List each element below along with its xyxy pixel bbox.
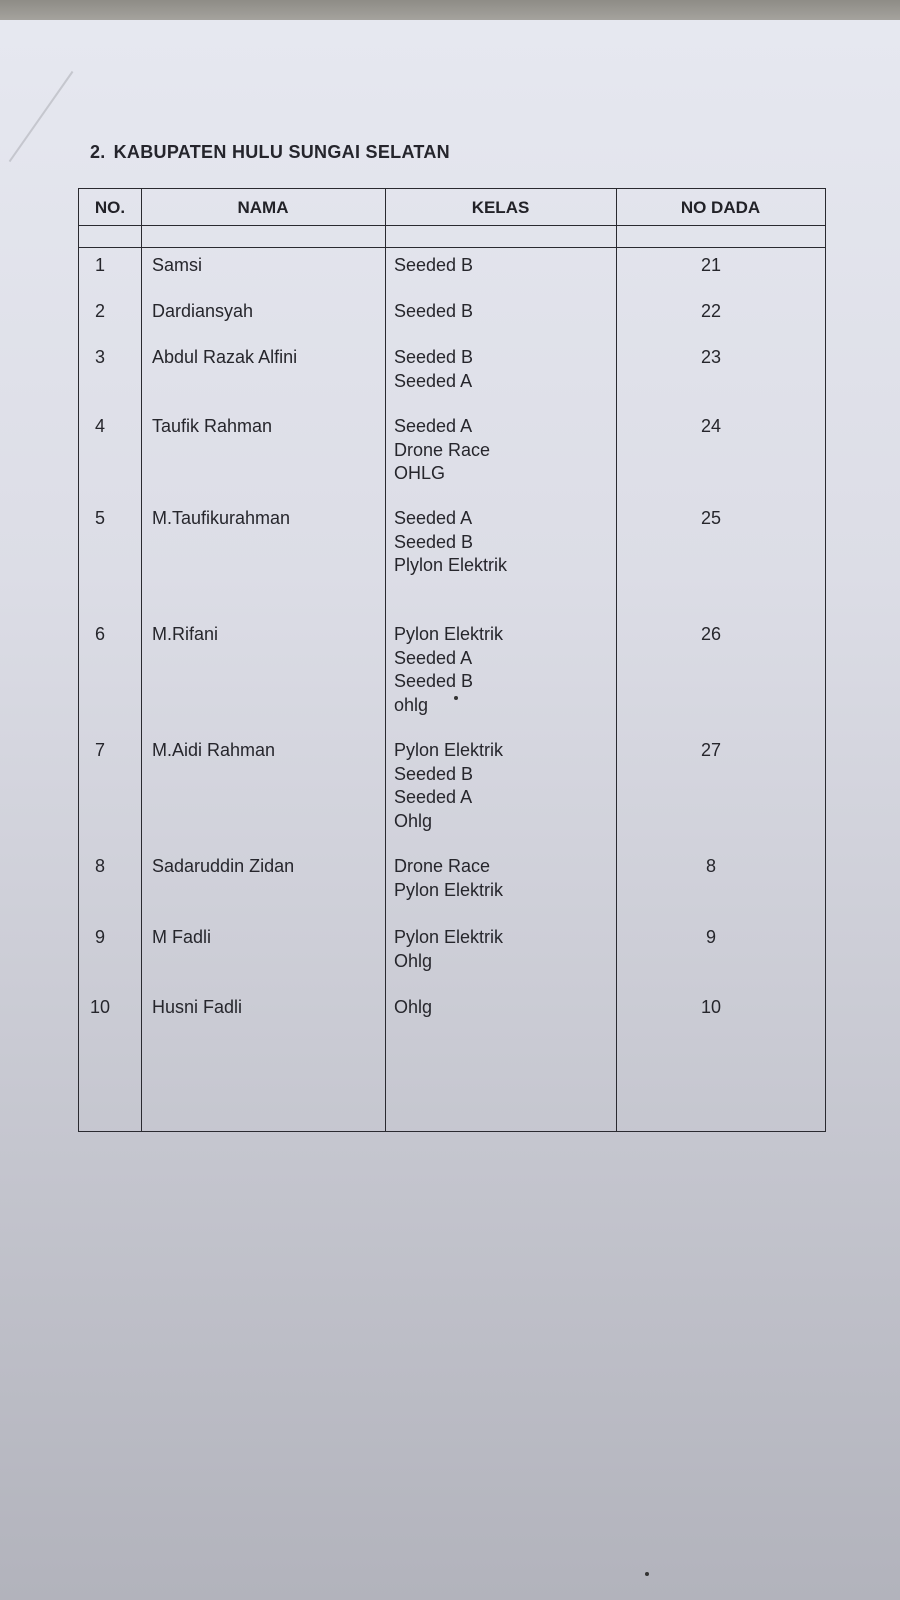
kelas-item: Ohlg (394, 950, 433, 971)
kelas-item: Seeded B (394, 763, 474, 784)
row-no-dada: 25 (700, 508, 722, 528)
row-no-dada: 23 (700, 347, 722, 367)
row-kelas (394, 623, 503, 717)
column-divider (616, 189, 617, 1131)
row-no: 10 (89, 997, 111, 1017)
header-no-dada: NO DADA (680, 198, 761, 217)
header-divider (79, 247, 825, 248)
kelas-item: OHLG (394, 463, 446, 483)
row-kelas (394, 855, 503, 902)
row-no-dada: 27 (700, 740, 722, 760)
row-no-dada: 21 (700, 255, 722, 275)
section-number: 2. (90, 142, 106, 162)
kelas-item: Drone Race (394, 439, 491, 460)
row-nama: M.Rifani (152, 624, 219, 644)
header-kelas: KELAS (471, 198, 530, 217)
kelas-item: Pylon Elektrik (394, 740, 504, 760)
row-nama: Dardiansyah (152, 301, 254, 321)
row-nama: M Fadli (152, 927, 212, 947)
row-no-dada: 10 (700, 997, 722, 1017)
row-kelas (394, 346, 473, 393)
row-nama: Sadaruddin Zidan (152, 856, 295, 876)
kelas-item: Plylon Elektrik (394, 555, 508, 575)
paper-speck (454, 696, 458, 700)
participant-table (78, 188, 826, 1132)
kelas-item: Pylon Elektrik (394, 927, 504, 947)
row-no: 7 (94, 740, 105, 760)
row-nama: M.Taufikurahman (152, 508, 291, 528)
kelas-item: Seeded A (394, 370, 473, 391)
row-kelas (394, 739, 503, 833)
kelas-item: Seeded B (394, 671, 474, 691)
kelas-item: Seeded A (394, 647, 473, 668)
row-kelas (394, 415, 490, 486)
kelas-item: Seeded A (394, 416, 473, 436)
kelas-item: Ohlg (394, 810, 433, 831)
row-kelas (394, 996, 432, 1020)
kelas-item: Seeded B (394, 255, 474, 275)
row-no: 5 (94, 508, 105, 528)
row-kelas (394, 254, 473, 278)
row-nama: Taufik Rahman (152, 416, 273, 436)
kelas-item: Drone Race (394, 856, 491, 876)
row-no: 2 (94, 301, 105, 321)
row-kelas (394, 926, 503, 973)
page-fold-shadow (0, 20, 73, 162)
kelas-item: ohlg (394, 694, 429, 715)
row-kelas (394, 300, 473, 324)
row-no-dada: 26 (700, 624, 722, 644)
column-divider (141, 189, 142, 1131)
row-no: 1 (94, 255, 105, 275)
kelas-item: Seeded A (394, 508, 473, 528)
column-divider (385, 189, 386, 1131)
section-title: KABUPATEN HULU SUNGAI SELATAN (113, 142, 450, 162)
header-no: NO. (94, 198, 126, 217)
row-nama: Samsi (152, 255, 203, 275)
row-kelas (394, 507, 507, 578)
row-no: 9 (94, 927, 105, 947)
kelas-item: Pylon Elektrik (394, 624, 504, 644)
header-nama: NAMA (237, 198, 289, 217)
row-nama: Husni Fadli (152, 997, 243, 1017)
row-no-dada: 22 (700, 301, 722, 321)
kelas-item: Seeded B (394, 347, 474, 367)
row-no-dada: 24 (700, 416, 722, 436)
kelas-item: Seeded A (394, 787, 473, 807)
kelas-item: Ohlg (394, 997, 433, 1017)
row-no-dada: 9 (705, 927, 716, 947)
row-no: 8 (94, 856, 105, 876)
row-nama: M.Aidi Rahman (152, 740, 276, 760)
row-no-dada: 8 (705, 856, 716, 876)
row-no: 4 (94, 416, 105, 436)
row-nama: Abdul Razak Alfini (152, 347, 298, 367)
document-page (0, 20, 900, 1600)
kelas-item: Seeded B (394, 301, 474, 321)
kelas-item: Seeded B (394, 531, 474, 552)
kelas-item: Pylon Elektrik (394, 879, 504, 900)
row-no: 3 (94, 347, 105, 367)
paper-speck (645, 1572, 649, 1576)
section-heading (90, 142, 450, 163)
row-no: 6 (94, 624, 105, 644)
